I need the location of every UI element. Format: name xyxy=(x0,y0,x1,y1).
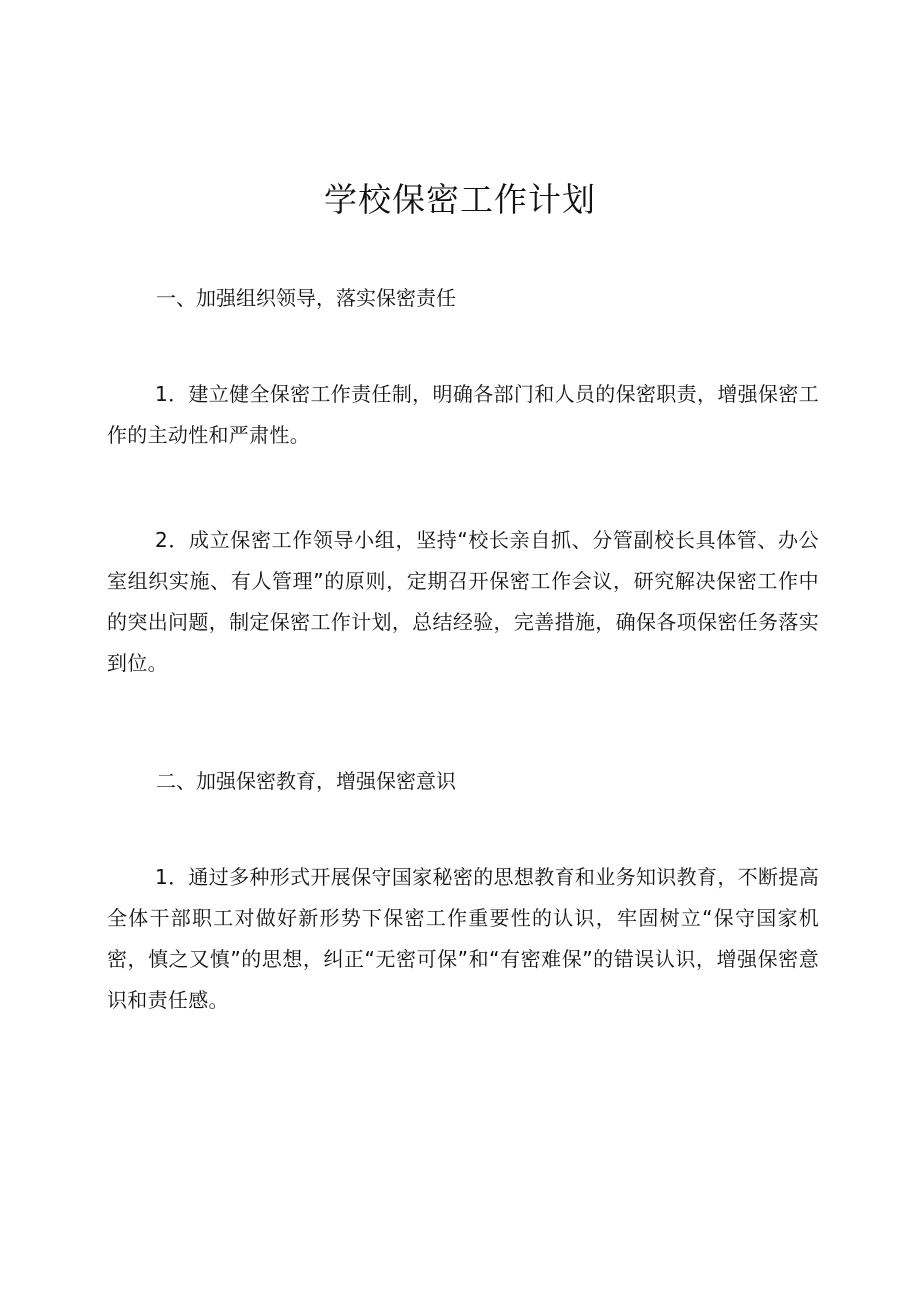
section-heading-1: 一、加强组织领导，落实保密责任 xyxy=(156,286,456,310)
section-1-paragraph-1: 1．建立健全保密工作责任制，明确各部门和人员的保密职责，增强保密工作的主动性和严肃性。 xyxy=(107,382,819,447)
section-1-paragraph-2: 2．成立保密工作领导小组，坚持“校长亲自抓、分管副校长具体管、办公室组织实施、有人管理”的原则，定期召开保密工作会议，研究解决保密工作中的突出问题，制定保密工作计划，总结经验，完善措施，确保各项保密任务落实到位。 xyxy=(107,528,819,675)
section-2-paragraph-1: 1．通过多种形式开展保守国家秘密的思想教育和业务知识教育，不断提高全体干部职工对做好新形势下保密工作重要性的认识，牢固树立“保守国家机密，慎之又慎”的思想，纠正“无密可保”和“有密难保”的错误认识，增强保密意识和责任感。 xyxy=(107,865,819,1012)
section-heading-2: 二、加强保密教育，增强保密意识 xyxy=(156,769,456,793)
document-title: 学校保密工作计划 xyxy=(324,180,596,219)
